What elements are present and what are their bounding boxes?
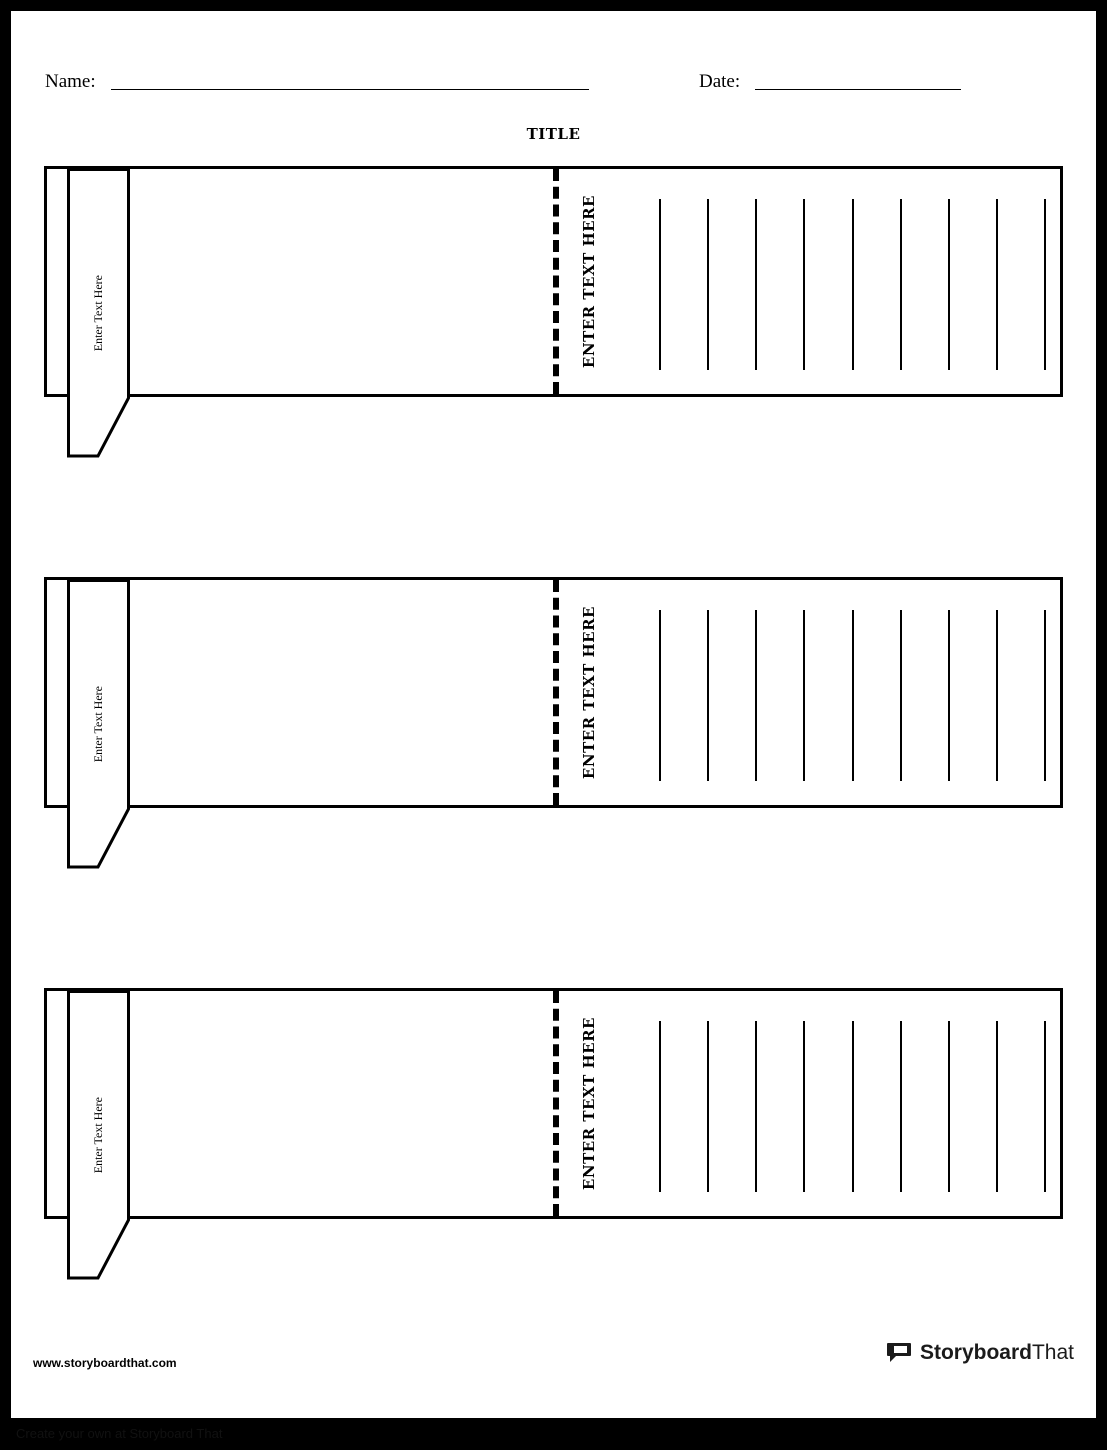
brand-logo — [886, 1341, 1074, 1365]
stub-writing-lines — [659, 991, 1044, 1216]
bookmark-banner — [67, 990, 130, 1280]
bookmark-banner — [67, 168, 130, 458]
speech-bubble-icon — [886, 1342, 912, 1364]
perforation-line — [553, 991, 559, 1216]
stub-line — [707, 1021, 709, 1192]
stub-line — [900, 610, 902, 781]
perforation-line — [553, 580, 559, 805]
stub-line — [803, 199, 805, 370]
stub-line — [803, 1021, 805, 1192]
banner-text-wrap — [67, 579, 130, 869]
stub-line — [659, 199, 661, 370]
stub-line — [852, 1021, 854, 1192]
stub-line — [1044, 610, 1046, 781]
perforation-line — [553, 169, 559, 394]
stub-line — [948, 199, 950, 370]
banner-placeholder-text[interactable]: Enter Text Here — [91, 1096, 105, 1174]
stub-line — [948, 610, 950, 781]
ticket-row — [44, 166, 1063, 397]
stub-writing-lines — [659, 580, 1044, 805]
stub-placeholder-text[interactable]: ENTER TEXT HERE — [580, 605, 598, 780]
stub-line — [707, 199, 709, 370]
stub-label-wrap — [569, 991, 609, 1216]
site-url[interactable]: www.storyboardthat.com — [33, 1356, 177, 1370]
name-input-line[interactable] — [111, 89, 589, 90]
stub-writing-lines — [659, 169, 1044, 394]
stub-placeholder-text[interactable]: ENTER TEXT HERE — [580, 194, 598, 369]
stub-line — [755, 199, 757, 370]
name-field-label: Name: — [45, 71, 96, 92]
stub-placeholder-text[interactable]: ENTER TEXT HERE — [580, 1016, 598, 1191]
stub-line — [1044, 199, 1046, 370]
stub-line — [803, 610, 805, 781]
stub-line — [948, 1021, 950, 1192]
stub-line — [659, 610, 661, 781]
ticket-row — [44, 577, 1063, 808]
stub-line — [659, 1021, 661, 1192]
brand-text — [920, 1341, 1074, 1365]
banner-text-wrap — [67, 990, 130, 1280]
stub-line — [755, 610, 757, 781]
banner-placeholder-text[interactable]: Enter Text Here — [91, 274, 105, 352]
stub-line — [900, 199, 902, 370]
worksheet-page — [11, 11, 1096, 1418]
stub-line — [852, 610, 854, 781]
stub-line — [996, 1021, 998, 1192]
brand-text-secondary: That — [1031, 1341, 1074, 1364]
stub-line — [900, 1021, 902, 1192]
page-title[interactable]: TITLE — [526, 125, 581, 143]
banner-text-wrap — [67, 168, 130, 458]
stub-line — [996, 199, 998, 370]
stub-label-wrap — [569, 169, 609, 394]
bookmark-banner — [67, 579, 130, 869]
stub-line — [996, 610, 998, 781]
stub-line — [1044, 1021, 1046, 1192]
stub-label-wrap — [569, 580, 609, 805]
brand-text-primary: Storyboard — [919, 1341, 1032, 1364]
banner-placeholder-text[interactable]: Enter Text Here — [91, 685, 105, 763]
bottom-note: Create your own at Storyboard That — [0, 1418, 1107, 1450]
ticket-row — [44, 988, 1063, 1219]
stub-line — [755, 1021, 757, 1192]
stub-line — [707, 610, 709, 781]
stub-line — [852, 199, 854, 370]
date-field-label: Date: — [699, 71, 741, 92]
date-input-line[interactable] — [755, 89, 961, 90]
